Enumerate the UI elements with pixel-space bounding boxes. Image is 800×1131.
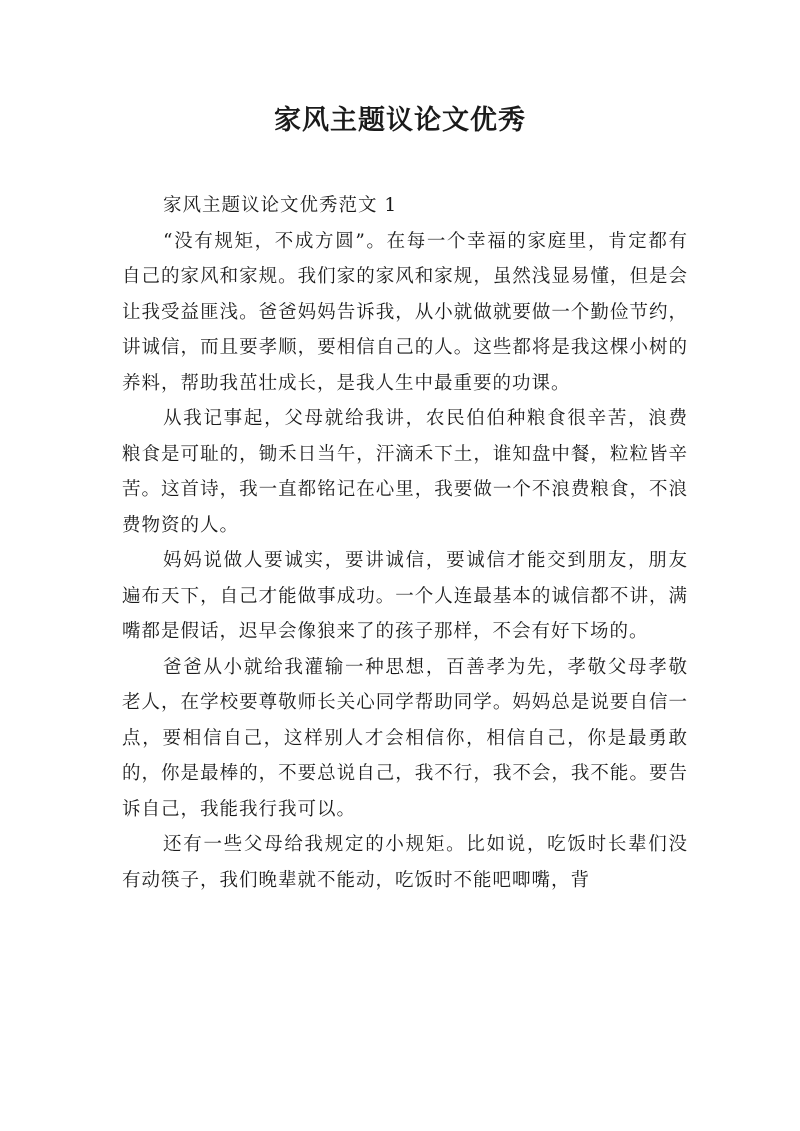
essay-subtitle: 家风主题议论文优秀范文 1 bbox=[163, 195, 398, 216]
paragraph: 妈妈说做人要诚实，要讲诚信，要诚信才能交到朋友，朋友遍布天下，自己才能做事成功。一个人连最基本的诚信都不讲，满嘴都是假话，迟早会像狼来了的孩子那样，不会有好下场的。 bbox=[122, 550, 688, 642]
paragraph: 从我记事起，父母就给我讲，农民伯伯种粮食很辛苦，浪费粮食是可耻的，锄禾日当午，汗滴禾下土，谁知盘中餐，粒粒皆辛苦。这首诗，我一直都铭记在心里，我要做一个不浪费粮食，不浪费物资的人。 bbox=[122, 408, 688, 536]
paragraph: 还有一些父母给我规定的小规矩。比如说，吃饭时长辈们没有动筷子，我们晚辈就不能动，吃饭时不能吧唧嘴，背 bbox=[122, 834, 688, 891]
paragraph: 爸爸从小就给我灌输一种思想，百善孝为先，孝敬父母孝敬老人，在学校要尊敬师长关心同学帮助同学。妈妈总是说要自信一点，要相信自己，这样别人才会相信你，相信自己，你是最勇敢的，你是最棒的，不要总说自己，我不行，我不会，我不能。要告诉自己，我能我行我可以。 bbox=[122, 656, 688, 820]
document-title: 家风主题议论文优秀 bbox=[274, 105, 526, 136]
document-body bbox=[122, 188, 688, 898]
paragraph: “没有规矩，不成方圆”。在每一个幸福的家庭里，肯定都有自己的家风和家规。我们家的家风和家规，虽然浅显易懂，但是会让我受益匪浅。爸爸妈妈告诉我，从小就做就要做一个勤俭节约，讲诚信，而且要孝顺，要相信自己的人。这些都将是我这棵小树的养料，帮助我茁壮成长，是我人生中最重要的功课。 bbox=[122, 230, 688, 394]
